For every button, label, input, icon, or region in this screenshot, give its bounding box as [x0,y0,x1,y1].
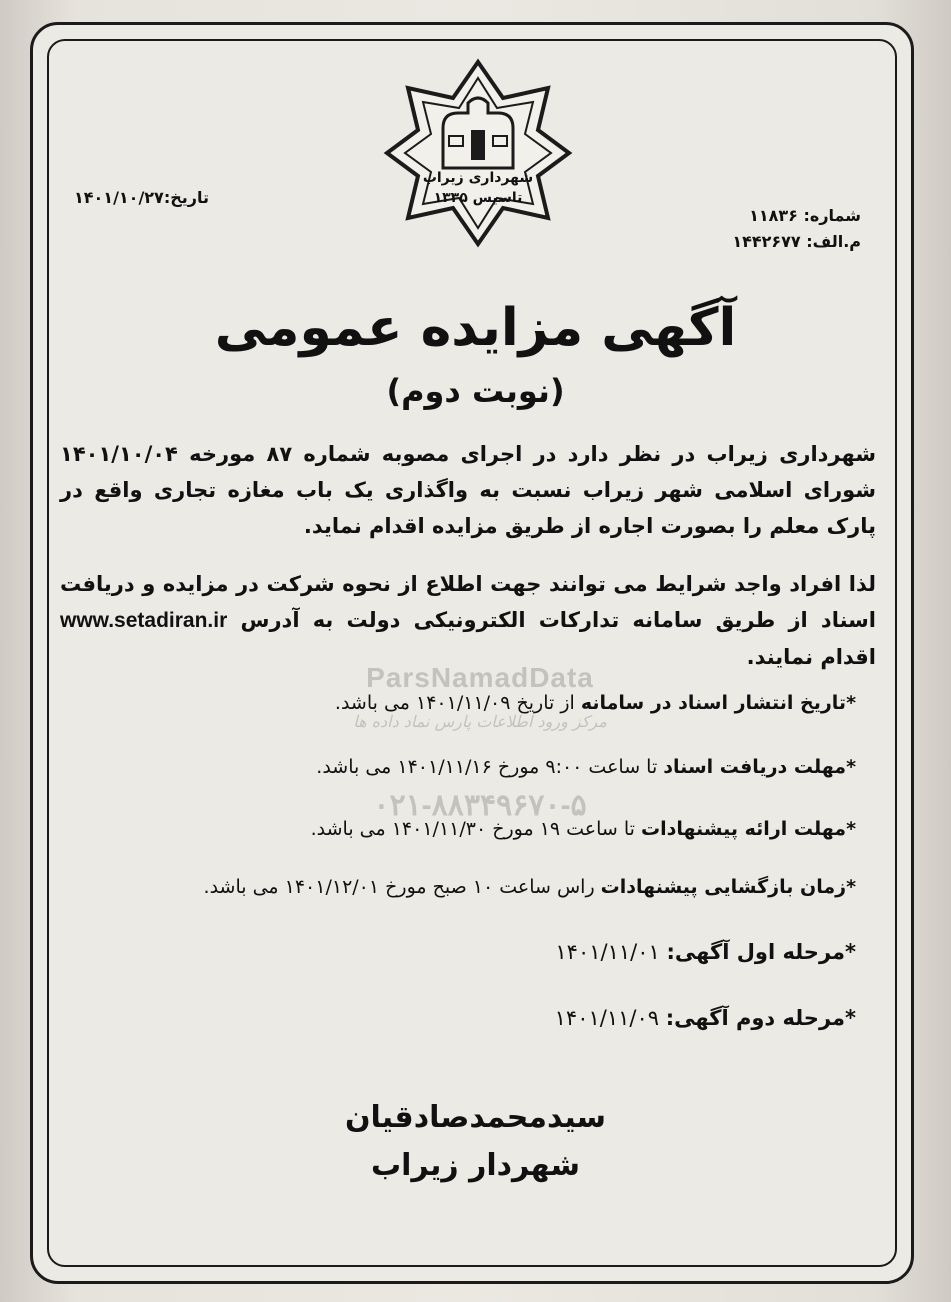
participation-closing: اقدام نمایند. [746,645,876,669]
notice-ma-number: م.الف: ۱۴۴۲۶۷۷ [732,232,861,251]
notice-number: شماره: ۱۱۸۳۶ [749,206,861,225]
logo-established: تاسیس ۱۳۳۵ [433,190,523,206]
list-item: *تاریخ انتشار اسناد در سامانه از تاریخ ۱۴۰۱/۱۱/۰۹ می باشد. [334,692,856,714]
list-item: *زمان بازگشایی پیشنهادات راس ساعت ۱۰ صبح مورخ ۱۴۰۱/۱۲/۰۱ می باشد. [203,876,856,898]
list-item: *مرحله دوم آگهی: ۱۴۰۱/۱۱/۰۹ [554,1006,856,1030]
participation-text: لذا افراد واجد شرایط می توانند جهت اطلاع از نحوه شرکت در مزایده و دریافت اسناد از طریق سامانه تدارکات الکترونیکی دولت به آدرس [60,572,877,632]
notice-title: آگهی مزایده عمومی [214,298,737,358]
list-item: *مهلت ارائه پیشنهادات تا ساعت ۱۹ مورخ ۱۴۰۱/۱۱/۳۰ می باشد. [310,818,856,840]
list-item: *مرحله اول آگهی: ۱۴۰۱/۱۱/۰۱ [555,940,856,964]
notice-date: تاریخ:۱۴۰۱/۱۰/۲۷ [74,188,209,207]
signatory-role: شهردار زیراب [371,1148,580,1183]
intro-paragraph: شهرداری زیراب در نظر دارد در اجرای مصوبه شماره ۸۷ مورخه ۱۴۰۱/۱۰/۰۴ شورای اسلامی شهر زیراب نسبت به واگذاری یک باب مغازه تجاری واقع در پارک معلم را بصورت اجاره از طریق مزایده اقدام نماید. [60,442,876,538]
logo-name: شهرداری زیراب [422,170,534,186]
watermark-tagline: مرکز ورود اطلاعات پارس نماد داده ها [353,712,607,731]
watermark-phone: ۰۲۱-۸۸۳۴۹۶۷۰-۵ [373,789,587,822]
watermark-brand: ParsNamadData [366,662,594,693]
list-item: *مهلت دریافت اسناد تا ساعت ۹:۰۰ مورخ ۱۴۰۱/۱۱/۱۶ می باشد. [316,756,856,778]
signatory-name: سیدمحمدصادقیان [344,1100,607,1135]
star-emblem-icon [383,58,573,248]
setadiran-link[interactable]: www.setadiran.ir [60,609,228,632]
participation-paragraph [60,566,876,675]
notice-subtitle: (نوبت دوم) [386,372,565,410]
municipality-logo [383,58,573,248]
